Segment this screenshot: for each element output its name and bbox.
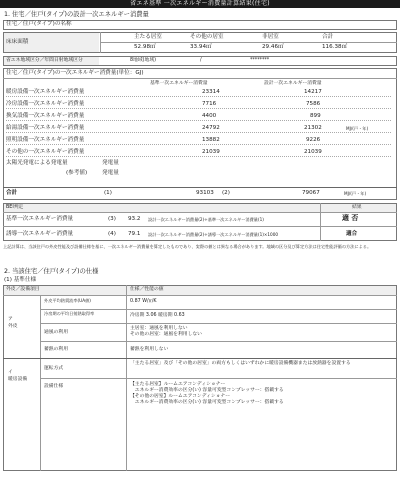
spec-row-rule [40, 309, 397, 310]
judgment-row2-value: 79.1 [128, 231, 141, 237]
row-rule [6, 96, 391, 97]
spec-envelope-eta-label: 冷房期の平均日射熱取得率 [44, 311, 95, 316]
spec-row-rule [40, 341, 397, 342]
spec-envelope-eta-value: 冷房期 3.06 暖房期 0.63 [130, 313, 185, 318]
judgment-row1-value: 93.2 [128, 216, 141, 222]
section1-heading: 1. 住宅／住戸(タイプ)の設計一次エネルギー消費量 [4, 11, 149, 18]
spec-envelope-ventilation-value: 主居室：通風を利用しない その他の居室：通風を利用しない [130, 326, 202, 337]
floor-area-col-main: 主たる居室 [134, 34, 162, 40]
judgment-row2-result: 適合 [346, 231, 358, 237]
energy-header-rule [3, 78, 397, 79]
spec-row-rule [40, 378, 397, 379]
row-rule [6, 120, 391, 121]
judgment-header-shade [4, 204, 396, 212]
floor-area-other: 33.94㎡ [190, 44, 212, 50]
floor-area-header-rule [100, 42, 397, 43]
row-rule [6, 108, 391, 109]
spec-group-divider [40, 295, 41, 471]
row-lighting-label: 照明設備一次エネルギー消費量 [6, 137, 85, 143]
energy-table-box [3, 68, 397, 200]
spec-envelope-thermal-label: 蓄熱の利用 [44, 347, 68, 352]
spec-header-rule [3, 295, 397, 296]
judgment-row2-label: 誘導一次エネルギー消費量 [6, 231, 74, 237]
spec-heating-equipment-label: 設備仕様 [44, 384, 64, 389]
floor-area-main: 52.98㎡ [134, 44, 156, 50]
row-cooling-standard: 7716 [202, 101, 217, 107]
row-other-label: その他の一次エネルギー消費量 [6, 149, 85, 155]
row-other-design: 21039 [304, 149, 322, 155]
col-standard: 基準一次エネルギー消費量 [150, 81, 208, 86]
region-slash: / [200, 58, 202, 63]
spec-col-item: 外皮／設備項目 [6, 287, 40, 292]
energy-header: 住宅／住戸(タイプ)の一次エネルギー消費量(単位：GJ) [6, 70, 144, 76]
spec-group-envelope: 外皮 [8, 324, 18, 329]
floor-area-col-total: 合計 [322, 34, 334, 40]
section2-subheading: (1) 基準仕様 [4, 277, 37, 283]
judgment-result-divider [320, 203, 321, 241]
judgment-row-rule [3, 226, 397, 227]
region-value: 8地域(地域) [130, 58, 156, 63]
spec-group-heating-num: イ [8, 370, 13, 375]
section1-footnote: 上記計算は、当該住戸の外皮性能及び設備仕様を基に、一次エネルギー消費量を算定したものであり、実際の値とは異なる場合があります。地域の区分及び算定方法は住宅性能評価の方法による。 [3, 244, 372, 249]
total-mark-2: (2) [222, 190, 230, 196]
total-rule [3, 187, 397, 188]
total-label: 合計 [6, 190, 18, 196]
solar-sub2: 発電量 [102, 170, 119, 176]
row-rule [6, 156, 391, 157]
total-unit: MJ/(戸・年) [344, 191, 367, 196]
region-solar-value: ******** [250, 58, 270, 63]
row-other-standard: 21039 [202, 149, 220, 155]
judgment-row1-formula: 設計一次エネルギー消費量(2)÷基準一次エネルギー消費量(1) [148, 217, 264, 222]
row-rule [6, 132, 391, 133]
floor-area-col-nonliving: 非居室 [262, 34, 279, 40]
judgment-result-col: 結果 [352, 205, 362, 210]
spec-envelope-ventilation-label: 通風の利用 [44, 330, 68, 335]
row-hotwater-unit: MJ/(戸・年) [346, 126, 369, 131]
region-label: 省エネ地域区分／年間日射地域区分 [6, 58, 83, 63]
total-design: 79067 [302, 190, 320, 196]
row-cooling-label: 冷房設備一次エネルギー消費量 [6, 101, 85, 107]
spec-envelope-ua-value: 0.87 W/㎡K [130, 299, 157, 304]
row-heating-standard: 23314 [202, 89, 220, 95]
total-mark-1: (1) [104, 190, 112, 196]
spec-heating-equipment-value: 【主たる居室】ルームエアコンディショナー エネルギー消費効率の区分(い) 容量可変型コンプレッサー：搭載する 【その他の居室】ルームエアコンディショナー エネルギー消費効率の区分(い) 容量可変型コンプレッサー：搭載する [130, 382, 284, 405]
row-hotwater-standard: 24792 [202, 125, 220, 131]
spec-group-rule [3, 358, 397, 359]
spec-group-envelope-num: ア [8, 317, 13, 322]
section2-heading: 2. 当該住宅／住戸(タイプ)の仕様 [4, 268, 99, 275]
floor-area-total: 116.38㎡ [322, 44, 348, 50]
judgment-row1-mark: (3) [108, 216, 116, 222]
row-ventilation-standard: 4400 [202, 113, 217, 119]
document-banner: 省エネ基準 一次エネルギー消費量計算結果(住宅) [0, 0, 400, 8]
spec-heating-mode-value: 「主たる居室」及び「その他の居室」の両方もしくはいずれかに暖房設備機器または放熱器を設置する [130, 361, 351, 366]
spec-envelope-ua-label: 外皮平均熱貫流率(UA値) [44, 298, 91, 303]
row-ventilation-label: 換気設備一次エネルギー消費量 [6, 113, 85, 119]
row-cooling-design: 7586 [306, 101, 321, 107]
spec-col-value: 仕様／性能の値 [130, 287, 164, 292]
row-rule [6, 144, 391, 145]
row-hotwater-label: 給湯設備一次エネルギー消費量 [6, 125, 85, 131]
row-lighting-design: 9226 [306, 137, 321, 143]
judgment-row2-formula: 設計一次エネルギー消費量(2)÷誘導一次エネルギー消費量(1)×1000 [148, 232, 279, 237]
solar-label: 太陽光発電による発電量 [6, 160, 68, 166]
col-design: 設計一次エネルギー消費量 [264, 81, 322, 86]
row-hotwater-design: 21302 [304, 125, 322, 131]
spec-header-shade [4, 286, 396, 295]
solar-label2: (参考値) [66, 170, 88, 176]
row-heating-label: 暖房設備一次エネルギー消費量 [6, 89, 85, 95]
spec-envelope-thermal-value: 蓄熱を利用しない [130, 347, 169, 352]
spec-heating-mode-label: 運転方式 [44, 366, 64, 371]
solar-sub1: 発電量 [102, 160, 119, 166]
name-label: 住宅／住戸(タイプ)の名称 [6, 21, 72, 27]
total-standard: 93103 [196, 190, 214, 196]
row-lighting-standard: 13882 [202, 137, 220, 143]
floor-area-nonliving: 29.46㎡ [262, 44, 284, 50]
spec-row-rule [40, 323, 397, 324]
judgment-header-rule [3, 212, 397, 213]
spec-group-heating: 暖房設備 [8, 377, 28, 382]
floor-area-col-other: その他の居室 [190, 34, 224, 40]
floor-area-label: 床床面積 [6, 39, 29, 45]
row-heating-design: 14217 [304, 89, 322, 95]
judgment-row2-mark: (4) [108, 231, 116, 237]
judgment-row1-result: 適 否 [342, 214, 359, 222]
row-ventilation-design: 899 [310, 113, 321, 119]
judgment-row1-label: 基準一次エネルギー消費量 [6, 216, 74, 222]
judgment-title: BEI判定 [6, 205, 24, 210]
